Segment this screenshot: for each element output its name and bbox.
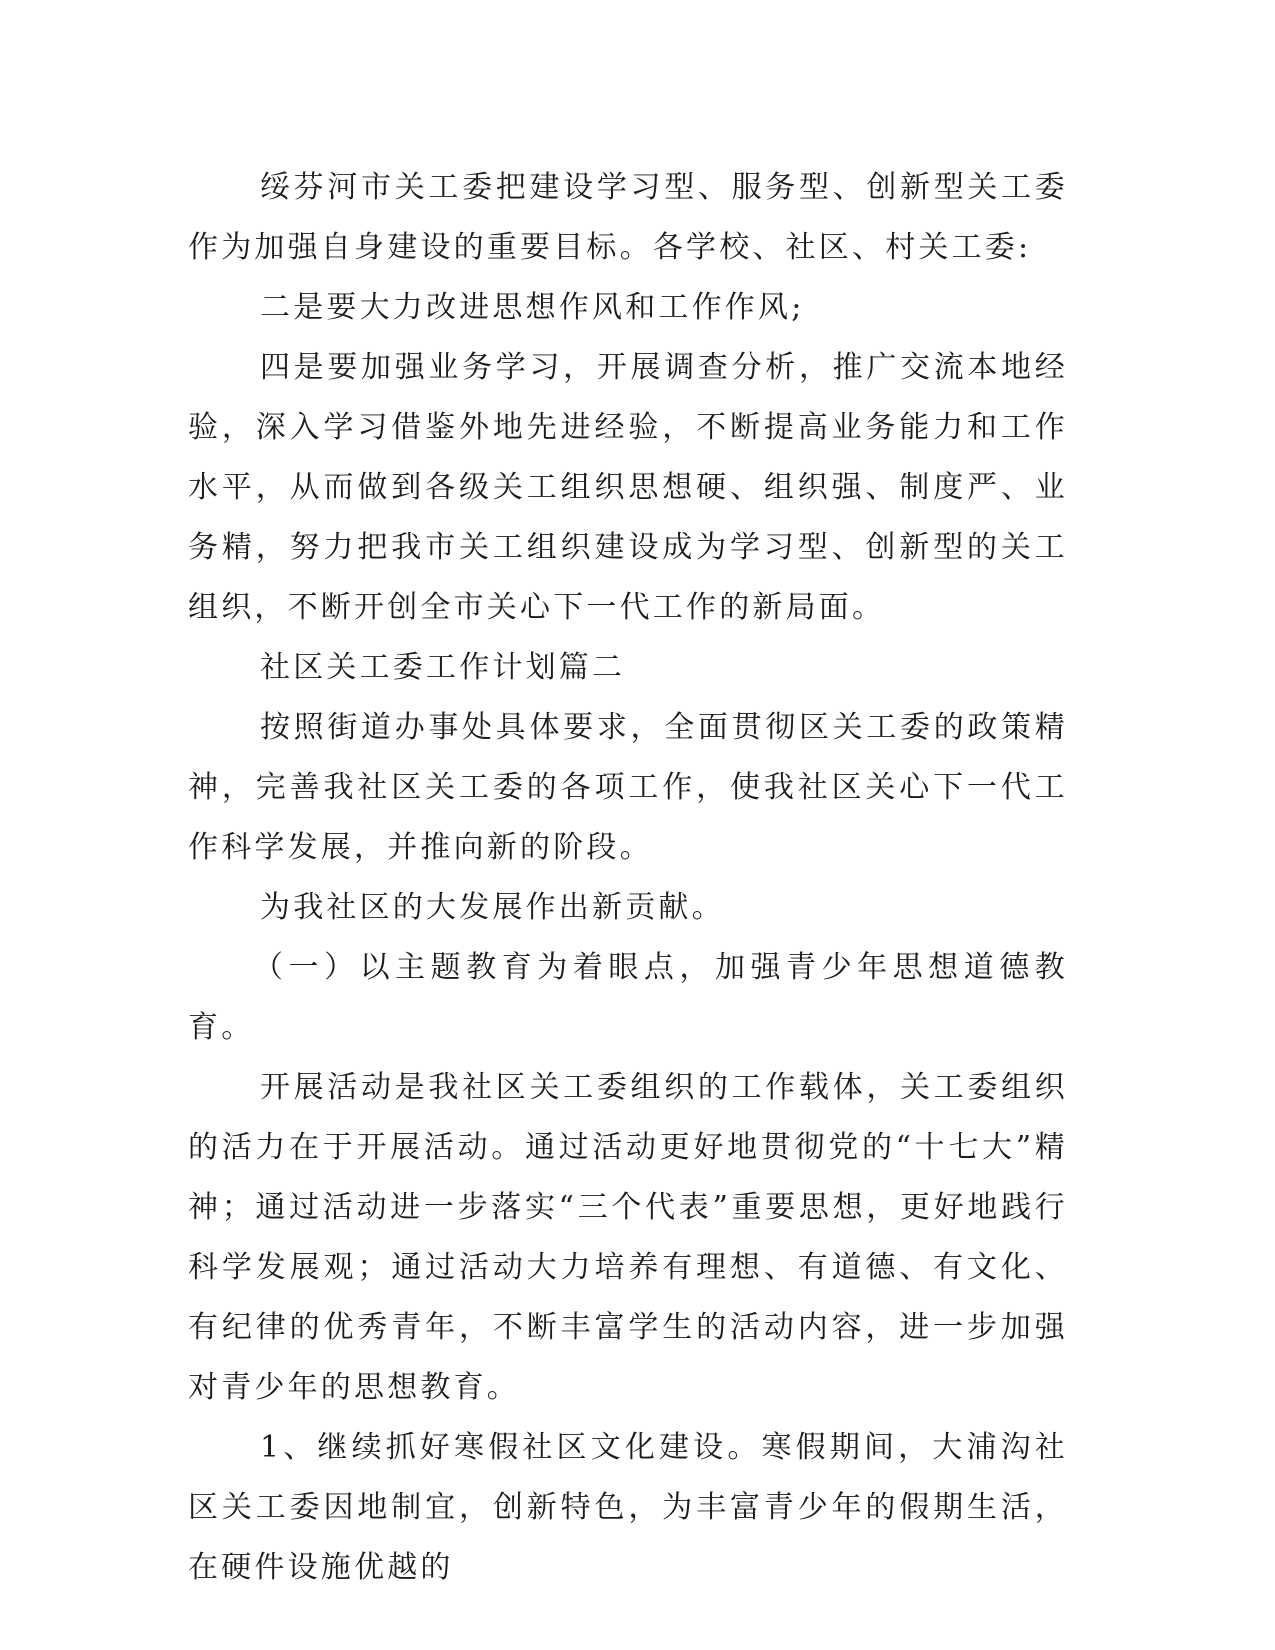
paragraph-intro: 绥芬河市关工委把建设学习型、服务型、创新型关工委作为加强自身建设的重要目标。各学校、社区、村关工委: [188, 170, 1068, 265]
subsection-heading-one: （一）以主题教育为着眼点，加强青少年思想道德教育。 [188, 950, 1068, 1045]
paragraph-requirements: 按照街道办事处具体要求，全面贯彻区关工委的政策精神，完善我社区关工委的各项工作，使我社区关心下一代工作科学发展，并推向新的阶段。 [188, 710, 1068, 865]
paragraph-point-four: 四是要加强业务学习，开展调查分析，推广交流本地经验，深入学习借鉴外地先进经验，不断提高业务能力和工作水平，从而做到各级关工组织思想硬、组织强、制度严、业务精，努力把我市关工组织建设成为学习型、创新型的关工组织，不断开创全市关心下一代工作的新局面。 [188, 350, 1068, 625]
document-body [188, 158, 1068, 1598]
paragraph-contribution: 为我社区的大发展作出新贡献。 [260, 890, 725, 925]
paragraph-activities: 开展活动是我社区关工委组织的工作载体，关工委组织的活力在于开展活动。通过活动更好地贯彻党的“十七大”精神；通过活动进一步落实“三个代表”重要思想，更好地践行科学发展观；通过活动大力培养有理想、有道德、有文化、有纪律的优秀青年，不断丰富学生的活动内容，进一步加强对青少年的思想教育。 [188, 1070, 1068, 1405]
paragraph-item-one: 1、继续抓好寒假社区文化建设。寒假期间，大浦沟社区关工委因地制宜，创新特色，为丰富青少年的假期生活，在硬件设施优越的 [188, 1430, 1068, 1585]
paragraph-point-two: 二是要大力改进思想作风和工作作风; [260, 290, 805, 325]
section-heading: 社区关工委工作计划篇二 [260, 650, 626, 685]
